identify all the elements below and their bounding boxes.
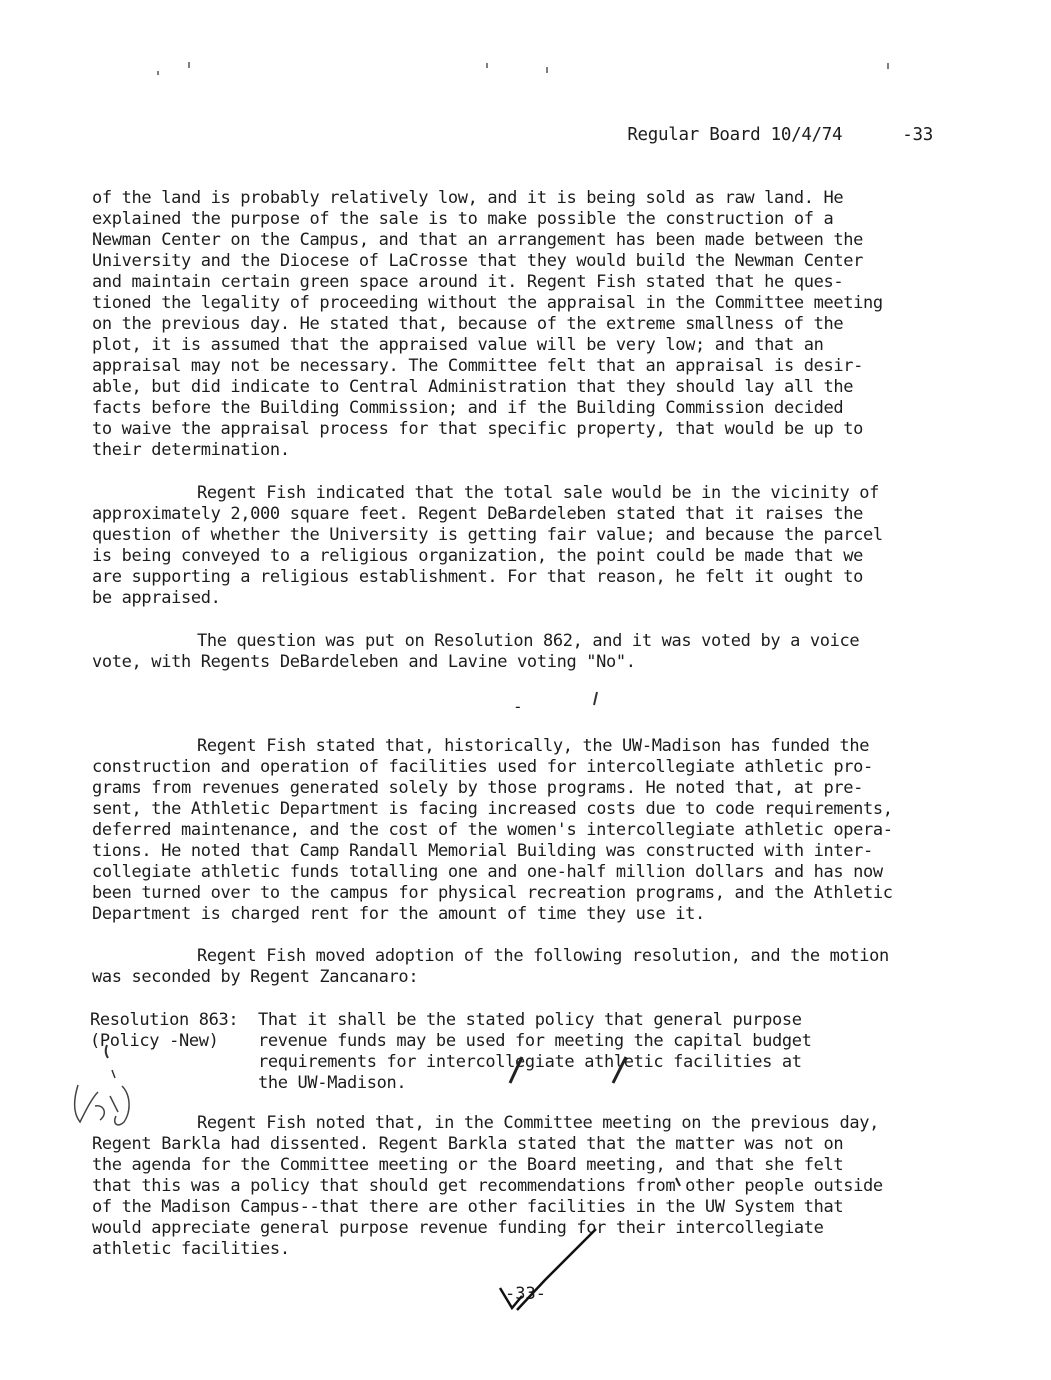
text-line-first (92, 483, 942, 504)
text-line: would appreciate general purpose revenue funding for their intercollegiate (92, 1218, 824, 1238)
text-line: to waive the appraisal process for that specific property, that would be up to (92, 419, 864, 439)
header-title: Regular Board 10/4/74 (627, 125, 843, 145)
text-line: is being conveyed to a religious organization, the point could be made that we (92, 546, 864, 566)
text-line: approximately 2,000 square feet. Regent DeBardeleben stated that it raises the (92, 504, 864, 524)
text-line: of the Madison Campus--that there are other facilities in the UW System that (92, 1197, 844, 1217)
text-line: collegiate athletic funds totalling one and one-half million dollars and has now (92, 862, 883, 882)
paragraph-1 (92, 188, 942, 461)
text-line: vote, with Regents DeBardeleben and Lavine voting "No". (92, 652, 636, 672)
text-line: construction and operation of facilities used for intercollegiate athletic pro- (92, 757, 873, 777)
text-line-first (92, 736, 942, 757)
text-line: deferred maintenance, and the cost of the women's intercollegiate athletic opera- (92, 820, 893, 840)
text-line: That it shall be the stated policy that general purpose (258, 1010, 802, 1030)
resolution-number: Resolution 863: (90, 1010, 239, 1030)
text-line: on the previous day. He stated that, because of the extreme smallness of the (92, 314, 844, 334)
header-page-number: -33 (902, 125, 933, 145)
text-line: athletic facilities. (92, 1239, 290, 1259)
paragraph-6 (92, 1113, 942, 1260)
text-line: able, but did indicate to Central Administration that they should lay all the (92, 377, 854, 397)
text-line: explained the purpose of the sale is to make possible the construction of a (92, 209, 834, 229)
text-line: their determination. (92, 440, 290, 460)
page-footer-number: -33- (505, 1284, 546, 1304)
text-line: Regent Fish stated that, historically, the UW-Madison has funded the (197, 736, 870, 756)
divider-mark (594, 692, 597, 705)
text-line: facts before the Building Commission; and if the Building Commission decided (92, 398, 844, 418)
paragraph-2 (92, 483, 942, 609)
text-line: Department is charged rent for the amount of time they use it. (92, 904, 705, 924)
text-line: requirements for intercollegiate athletic facilities at (258, 1052, 802, 1072)
paragraph-3 (92, 631, 942, 673)
text-line: sent, the Athletic Department is facing increased costs due to code requirements, (92, 799, 893, 819)
text-line: the UW-Madison. (258, 1073, 407, 1093)
resolution-type: (Policy -New) (90, 1031, 219, 1051)
text-line-first (92, 946, 942, 967)
text-line: are supporting a religious establishment. For that reason, he felt it ought to (92, 567, 864, 587)
text-line: Regent Fish moved adoption of the following resolution, and the motion (197, 946, 889, 966)
text-line: tions. He noted that Camp Randall Memorial Building was constructed with inter- (92, 841, 873, 861)
text-line: Regent Fish noted that, in the Committee meeting on the previous day, (197, 1113, 880, 1133)
paragraph-4 (92, 736, 942, 925)
text-line: appraisal may not be necessary. The Committee felt that an appraisal is desir- (92, 356, 864, 376)
text-line: The question was put on Resolution 862, and it was voted by a voice (197, 631, 860, 651)
text-line: tioned the legality of proceeding without the appraisal in the Committee meeting (92, 293, 883, 313)
text-line: of the land is probably relatively low, and it is being sold as raw land. He (92, 188, 844, 208)
text-line: question of whether the University is getting fair value; and because the parcel (92, 525, 883, 545)
text-line-first (92, 631, 942, 652)
section-divider: - (513, 697, 523, 716)
text-line: and maintain certain green space around it. Regent Fish stated that he ques- (92, 272, 844, 292)
text-line: that this was a policy that should get recommendations from other people outside (92, 1176, 883, 1196)
paragraph-5 (92, 946, 942, 988)
text-line: Newman Center on the Campus, and that an arrangement has been made between the (92, 230, 864, 250)
text-line: was seconded by Regent Zancanaro: (92, 967, 419, 987)
text-line: Regent Barkla had dissented. Regent Barkla stated that the matter was not on (92, 1134, 844, 1154)
text-line: Regent Fish indicated that the total sale would be in the vicinity of (197, 483, 880, 503)
resolution-label (90, 1010, 258, 1094)
text-line: University and the Diocese of LaCrosse that they would build the Newman Center (92, 251, 864, 271)
text-line: plot, it is assumed that the appraised value will be very low; and that an (92, 335, 824, 355)
resolution-block (90, 1010, 950, 1094)
text-line: be appraised. (92, 588, 221, 608)
text-line: been turned over to the campus for physical recreation programs, and the Athletic (92, 883, 893, 903)
text-line: the agenda for the Committee meeting or the Board meeting, and that she felt (92, 1155, 844, 1175)
page-header (627, 125, 933, 145)
text-line: grams from revenues generated solely by those programs. He noted that, at pre- (92, 778, 864, 798)
text-line: revenue funds may be used for meeting the capital budget (258, 1031, 812, 1051)
text-line-first (92, 1113, 942, 1134)
speck-marks (158, 62, 888, 75)
resolution-text (258, 1010, 858, 1094)
